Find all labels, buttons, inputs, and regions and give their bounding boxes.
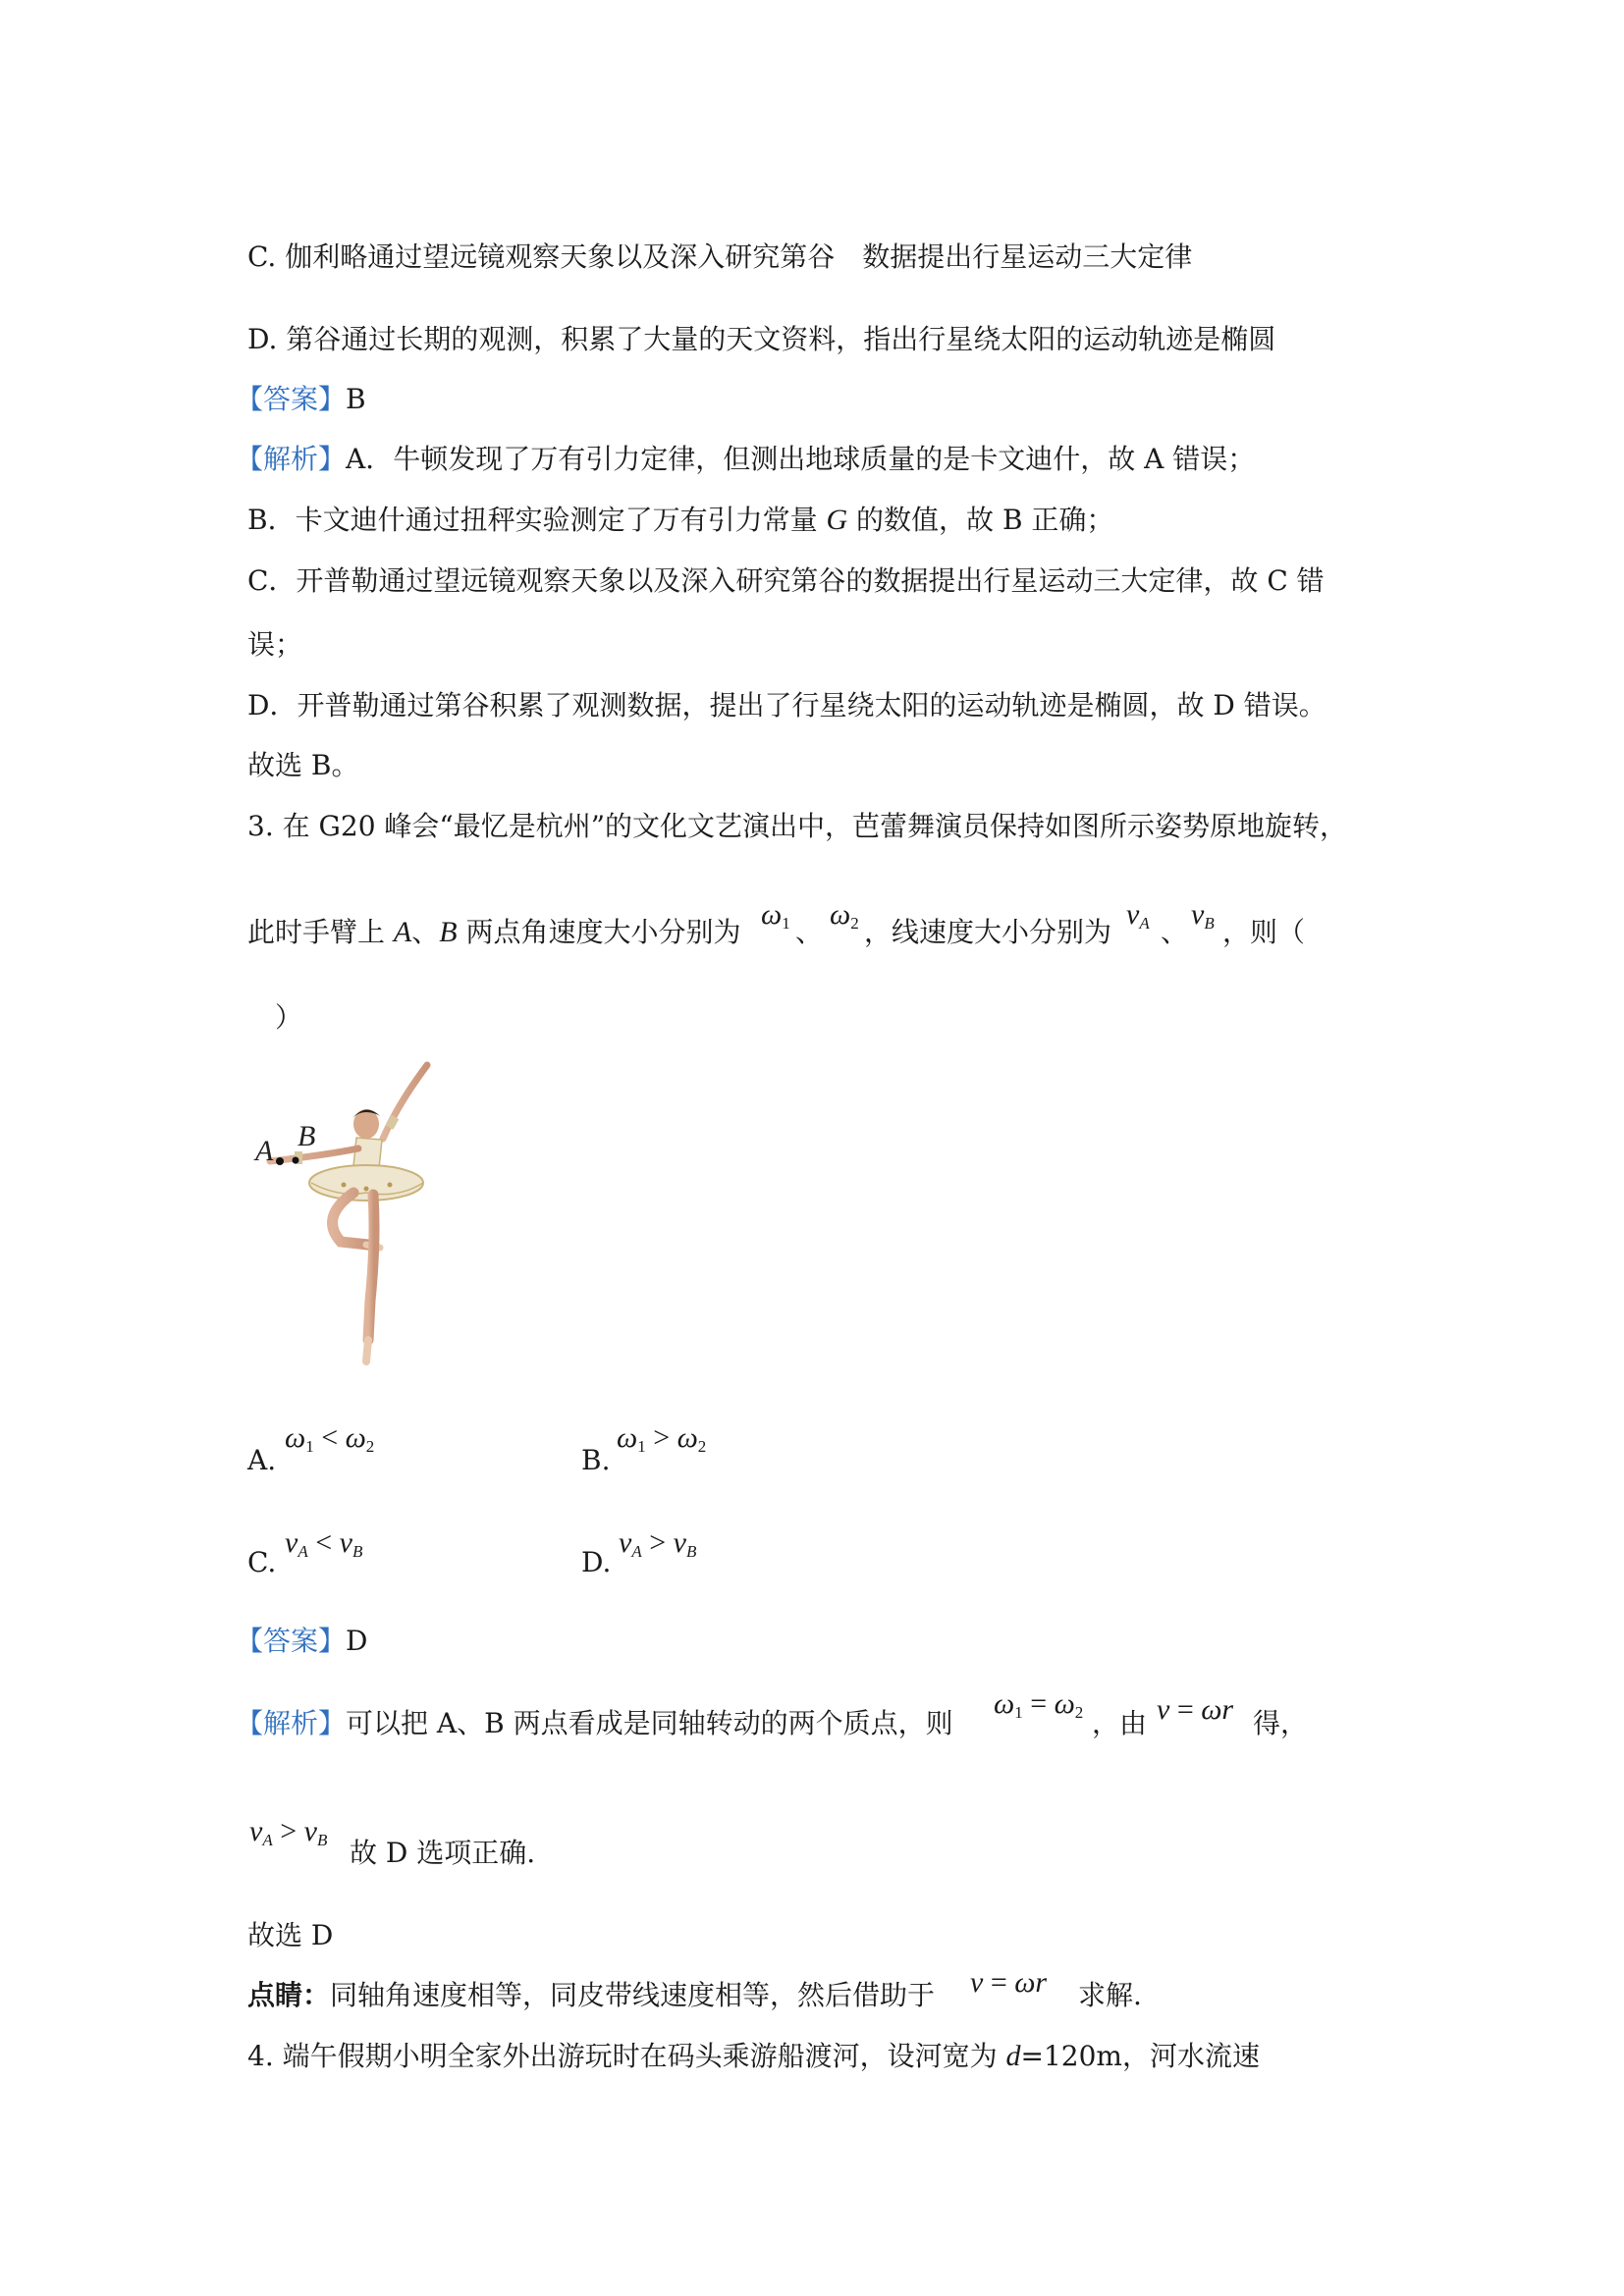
analysis-text: 得， [1253,1707,1309,1739]
va-gt-vb-formula: $v_A > v_B$ [249,1815,328,1849]
stem-text: 4. 端午假期小明全家外出游玩时在码头乘游船渡河，设河宽为 [247,2040,1006,2072]
stem-text: 、 [1161,916,1189,948]
analysis-tag: 【解析】 [236,443,347,475]
q3-tip-line [247,1976,935,2015]
q3-option-d: D. [581,1546,612,1578]
option-d-formula: $v_A > v_B$ [619,1526,697,1561]
q3-answer-line [236,1622,367,1661]
option-b-formula: $\omega_1 > \omega_2$ [617,1421,707,1456]
stem-text: ，则（ [1222,916,1306,948]
q3-stem-2 [247,913,740,952]
q2-analysis-b [247,501,1113,540]
q3-conclusion: 故选 D [247,1919,334,1951]
figure-label-a: A [255,1135,274,1167]
river-width-symbol: d [1005,2040,1021,2072]
q4-stem-1 [247,2037,1260,2076]
omega-2-symbol: $\omega_2$ [830,898,859,933]
point-b-label: B [439,916,458,948]
stem-text: =120m，河水流速 [1020,2040,1260,2072]
q2-analysis-c-2: 误； [247,628,303,661]
tip-v-omega-r-formula: v = ωr [970,1966,1048,1999]
answer-tag: 【答案】 [236,383,347,415]
figure-label-b: B [298,1120,316,1152]
q3-option-a: A. [247,1444,277,1476]
v-omega-r-formula: v = ωr [1157,1693,1234,1726]
tip-tag: 点睛： [247,1979,331,2011]
stem-text: ，线速度大小分别为 [864,916,1112,948]
stem-text: 两点角速度大小分别为 [457,916,741,948]
answer-value: B [346,383,366,415]
stem-text: 此时手臂上 [247,916,394,948]
v-b-symbol: $v_B$ [1191,898,1215,933]
point-a-label: A [393,916,412,948]
q3-analysis-line-2: 故 D 选项正确. [350,1837,536,1869]
q2-analysis-d: D．开普勒通过第谷积累了观测数据，提出了行星绕太阳的运动轨迹是椭圆，故 D 错误。 [247,689,1326,721]
stem-text: 、 [795,916,824,948]
gravitational-constant: G [826,504,848,536]
q3-option-b: B. [581,1444,611,1476]
analysis-tag: 【解析】 [236,1707,347,1739]
q2-answer-line [236,380,366,419]
option-a-formula-main: $\omega_1 < \omega_2$ [285,1421,375,1456]
answer-value: D [346,1625,368,1657]
q3-stem-3: ） [275,1001,303,1034]
q3-analysis-line-1 [236,1704,953,1743]
ballerina-figure [250,1045,447,1369]
tip-text: 求解. [1078,1979,1142,2011]
q3-option-c: C. [247,1546,277,1578]
v-a-symbol: $v_A$ [1126,898,1150,933]
analysis-text: 可以把 A、B 两点看成是同轴转动的两个质点，则 [346,1707,953,1739]
analysis-text: ，由 [1092,1707,1148,1739]
omega-equality-formula: $\omega_1 = \omega_2$ [994,1687,1084,1722]
q2-conclusion: 故选 B。 [247,749,359,781]
analysis-text: 的数值，故 B 正确； [847,504,1114,536]
q2-option-c: C. 伽利略通过望远镜观察天象以及深入研究第谷 数据提出行星运动三大定律 [247,240,1193,273]
analysis-text: A．牛顿发现了万有引力定律，但测出地球质量的是卡文迪什，故 A 错误； [346,443,1256,475]
omega-1-symbol: $\omega_1$ [761,898,790,933]
q2-option-d: D. 第谷通过长期的观测，积累了大量的天文资料，指出行星绕太阳的运动轨迹是椭圆 [247,323,1276,355]
analysis-text: B．卡文迪什通过扭秤实验测定了万有引力常量 [247,504,827,536]
q2-analysis-a [236,440,1255,479]
tip-text: 同轴角速度相等，同皮带线速度相等，然后借助于 [330,1979,936,2011]
q2-analysis-c-1: C．开普勒通过望远镜观察天象以及深入研究第谷的数据提出行星运动三大定律，故 C 错 [247,564,1325,597]
stem-text: 、 [411,916,440,948]
answer-tag: 【答案】 [236,1625,347,1657]
q3-stem-1: 3. 在 G20 峰会“最忆是杭州”的文化文艺演出中，芭蕾舞演员保持如图所示姿势原地旋转， [247,810,1348,842]
option-c-formula: $v_A < v_B$ [285,1526,363,1561]
